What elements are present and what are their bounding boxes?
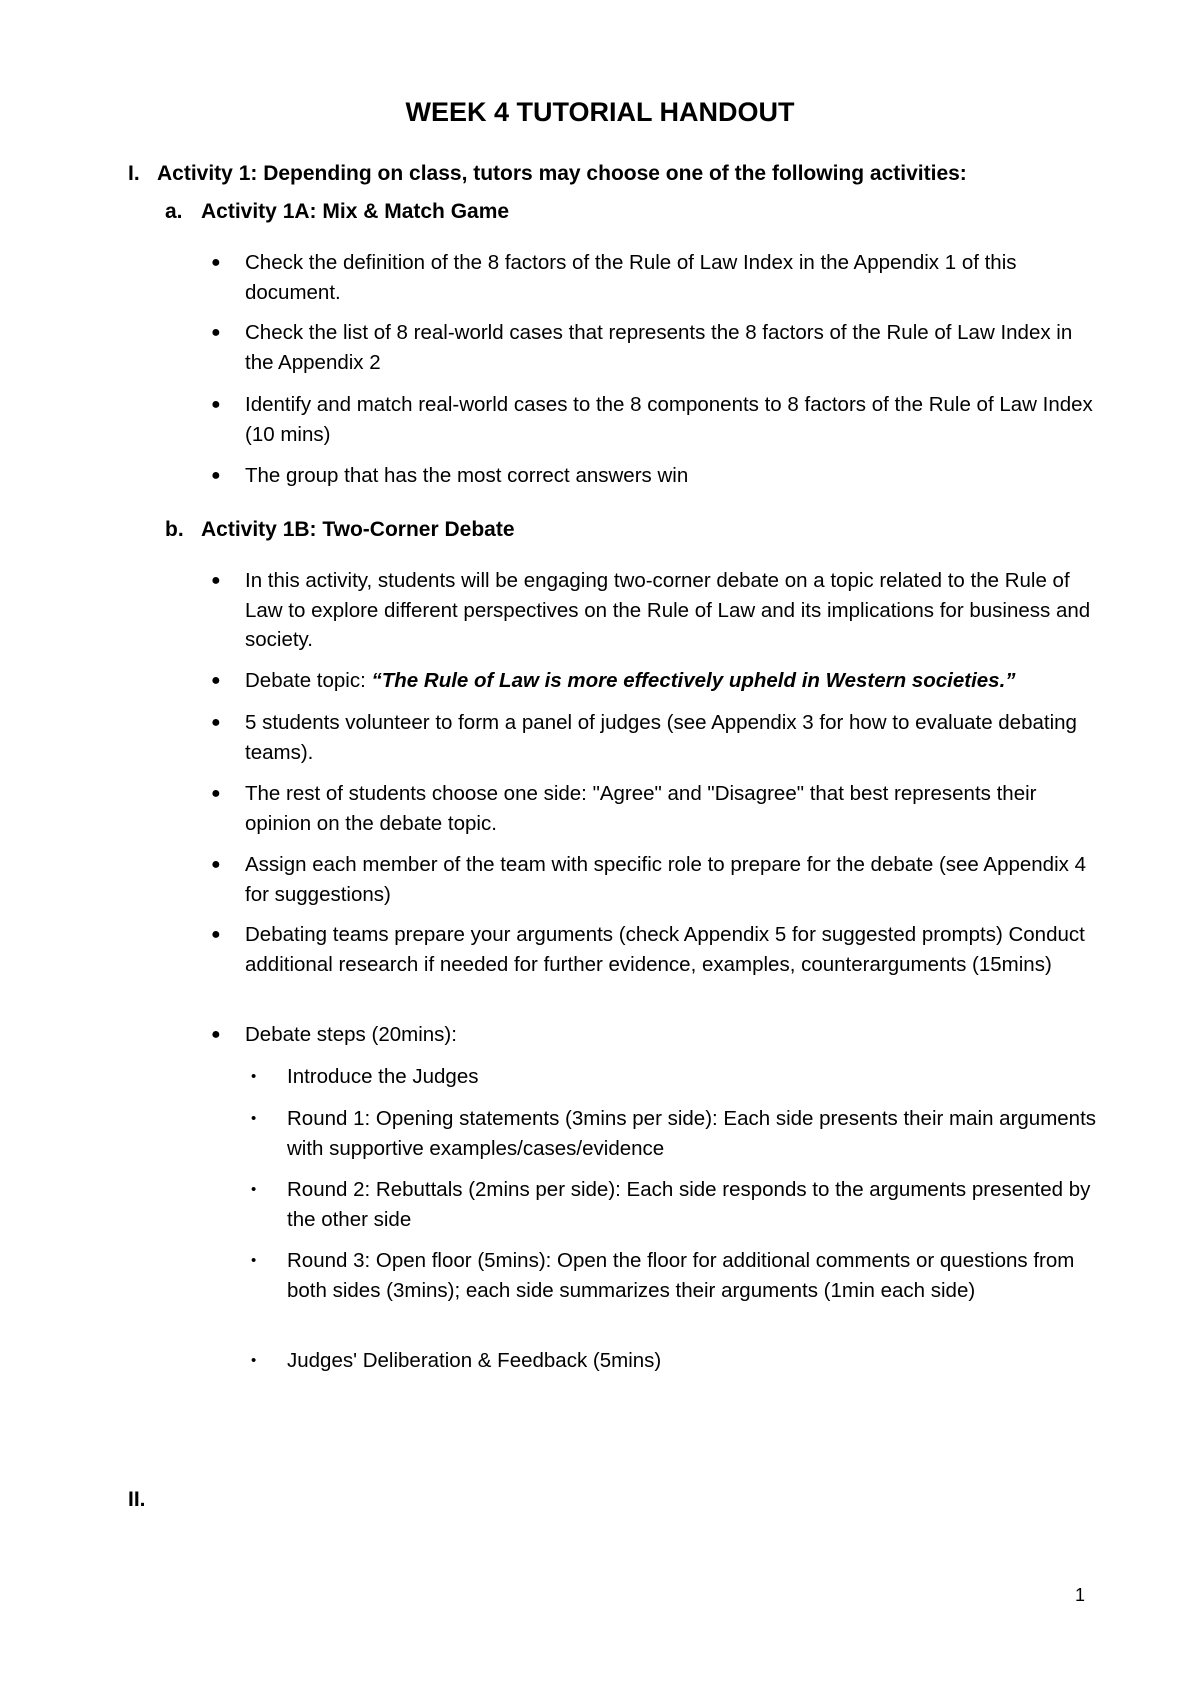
bullet-icon: ● <box>211 572 221 589</box>
page-title: WEEK 4 TUTORIAL HANDOUT <box>405 97 795 127</box>
bullet-icon: ● <box>211 1026 221 1043</box>
activity-1b-label: b. <box>165 518 184 541</box>
sub-bullet-icon: • <box>251 1068 257 1085</box>
list-item: 5 students volunteer to form a panel of judges (see Appendix 3 for how to evaluate debating teams). <box>245 711 1077 764</box>
activity-1a-label: a. <box>165 200 183 223</box>
list-item: The rest of students choose one side: "Agree" and "Disagree" that best represents their opinion on the debate topic. <box>245 782 1037 835</box>
list-item: The group that has the most correct answers win <box>245 464 689 487</box>
list-item: Debating teams prepare your arguments (check Appendix 5 for suggested prompts) Conduct additional research if needed for further evidence, examples, counterarguments (15mins) <box>245 923 1085 976</box>
list-item: Check the list of 8 real-world cases that represents the 8 factors of the Rule of Law Index in the Appendix 2 <box>245 321 1073 374</box>
debate-topic-item <box>245 666 1095 696</box>
sub-bullet-icon: • <box>251 1181 257 1198</box>
debate-topic-quote: “The Rule of Law is more effectively upheld in Western societies.” <box>371 669 1016 692</box>
bullet-icon: ● <box>211 926 221 943</box>
bullet-icon: ● <box>211 785 221 802</box>
debate-step-item: Introduce the Judges <box>287 1065 479 1088</box>
debate-step-item: Round 1: Opening statements (3mins per side): Each side presents their main arguments with supportive examples/cases/evidence <box>287 1107 1097 1160</box>
sub-bullet-icon: • <box>251 1352 257 1369</box>
activity-1a-heading: Activity 1A: Mix & Match Game <box>201 200 510 223</box>
bullet-icon: ● <box>211 714 221 731</box>
list-item: Check the definition of the 8 factors of the Rule of Law Index in the Appendix 1 of this document. <box>245 251 1017 304</box>
debate-step-item: Judges' Deliberation & Feedback (5mins) <box>287 1349 662 1372</box>
section-1-heading: Activity 1: Depending on class, tutors may choose one of the following activities: <box>157 162 967 185</box>
debate-topic-prefix: Debate topic: <box>245 669 372 692</box>
list-item: Assign each member of the team with specific role to prepare for the debate (see Appendix 4 for suggestions) <box>245 853 1086 906</box>
section-2-label: II. <box>128 1488 146 1511</box>
sub-bullet-icon: • <box>251 1252 257 1269</box>
page-number: 1 <box>1075 1585 1086 1605</box>
bullet-icon: ● <box>211 856 221 873</box>
debate-step-item: Round 3: Open floor (5mins): Open the floor for additional comments or questions from both sides (3mins); each side summarizes their arguments (1min each side) <box>287 1249 1075 1302</box>
list-item: Identify and match real-world cases to the 8 components to 8 factors of the Rule of Law Index (10 mins) <box>245 393 1093 446</box>
section-1-label: I. <box>128 162 140 185</box>
bullet-icon: ● <box>211 324 221 341</box>
sub-bullet-icon: • <box>251 1110 257 1127</box>
bullet-icon: ● <box>211 254 221 271</box>
bullet-icon: ● <box>211 396 221 413</box>
bullet-icon: ● <box>211 672 221 689</box>
bullet-icon: ● <box>211 467 221 484</box>
activity-1b-heading: Activity 1B: Two-Corner Debate <box>201 518 515 541</box>
list-item: In this activity, students will be engaging two-corner debate on a topic related to the Rule of Law to explore different perspectives on the Rule of Law and its implications for business and society. <box>245 569 1091 651</box>
debate-step-item: Round 2: Rebuttals (2mins per side): Each side responds to the arguments presented by the other side <box>287 1178 1091 1231</box>
list-item: Debate steps (20mins): <box>245 1023 457 1046</box>
